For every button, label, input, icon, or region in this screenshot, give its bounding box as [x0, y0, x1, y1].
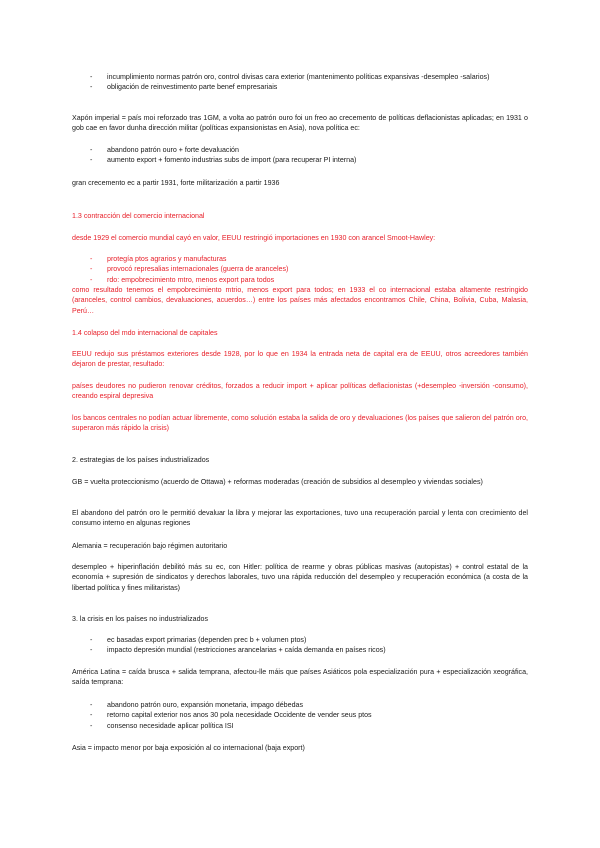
list-item: - incumplimiento normas patrón oro, control divisas cara exterior (mantenimento políticas expansivas -desempleo -salarios) [72, 72, 528, 82]
list-item: - protegía ptos agrarios y manufacturas [72, 254, 528, 264]
paragraph-capital-intro: EEUU redujo sus préstamos exteriores desde 1928, por lo que en 1934 la entrada neta de capital era de EEUU, otros acreedores también dejaron de prestar, resultado: [72, 350, 528, 369]
paragraph-trade-intro: desde 1929 el comercio mundial cayó en valor, EEUU restringió importaciones en 1930 con arancel Smoot-Hawley: [72, 234, 436, 242]
paragraph-asia: Asia = impacto menor por baja exposición al co internacional (baja export) [72, 744, 305, 752]
list-item: - obligación de reinvestimento parte benef empresariais [72, 82, 528, 92]
list-item: - ec basadas export primarias (dependen prec b + volumen ptos) [72, 635, 528, 645]
list-item: - retorno capital exterior nos anos 30 pola necesidade Occidente de vender seus ptos [72, 710, 528, 720]
paragraph-gb: GB = vuelta proteccionismo (acuerdo de Ottawa) + reformas moderadas (creación de subsidios al desempleo y viviendas sociales) [72, 478, 483, 486]
section-heading-1-3: 1.3 contracción del comercio internacional [72, 212, 205, 220]
paragraph-trade-result: como resultado tenemos el empobrecimiento mtrio, menos export para todos; en 1933 el co internacional estaba altamente restringido (aranceles, control cambios, devaluaciones, acuerdos…) entre los países más afectados encontramos Chile, China, Bolivia, Cuba, Malasia, Perú… [72, 286, 528, 315]
paragraph-xapon: Xapón imperial = país moi reforzado tras 1GM, a volta ao patrón ouro foi un freo ao crecemento de políticas deflacionistas aplicadas; en 1931 o gob cae en favor dunha dirección militar (políticas expansionistas en Asia), nova política ec: [72, 114, 528, 133]
section-heading-2: 2. estrategias de los países industrializados [72, 456, 210, 464]
list-item: - provocó represalias internacionales (guerra de aranceles) [72, 264, 528, 274]
section-heading-1-4: 1.4 colapso del mdo internacional de capitales [72, 329, 218, 337]
list-item: - consenso necesidade aplicar política ISI [72, 721, 528, 731]
list-item: - abandono patrón ouro, expansión monetaria, impago débedas [72, 700, 528, 710]
list-item: - abandono patrón ouro + forte devaluación [72, 145, 528, 155]
paragraph-central-banks: los bancos centrales no podían actuar libremente, como solución estaba la salida de oro y devaluaciones (los países que salieron del patrón oro, superaron más rápido la crisis) [72, 414, 528, 433]
list-item: - impacto depresión mundial (restricciones arancelarias + caída demanda en países ricos) [72, 645, 528, 655]
paragraph-unemployment: desempleo + hiperinflación debilitó más su ec, con Hitler: política de rearme y obras públicas masivas (autopistas) + control estatal de la economía + supresión de sindicatos y derechos laborales, tuvo una rápida reducción del desempleo y recuperación económica (a costa de la libertad política y fines militaristas) [72, 563, 528, 592]
list-item: - rdo: empobrecimiento mtro, menos export para todos [72, 275, 528, 285]
paragraph-abandonment: El abandono del patrón oro le permitió devaluar la libra y mejorar las exportaciones, tuvo una recuperación parcial y lenta con crecimiento del consumo interno en algunas regiones [72, 509, 528, 528]
paragraph-latin-america: América Latina = caída brusca + salida temprana, afectou-lle máis que países Asiáticos pola especialización pura + especialización xeográfica, saída temprana: [72, 668, 528, 687]
paragraph-germany: Alemania = recuperación bajo régimen autoritario [72, 542, 228, 550]
latin-america-bullet-list [72, 700, 528, 731]
list-item: - aumento export + fomento industrias subs de import (para recuperar PI interna) [72, 155, 528, 165]
section-heading-3: 3. la crisis en los países no industrializados [72, 615, 209, 623]
paragraph-debtors: países deudores no pudieron renovar créditos, forzados a reducir import + aplicar políticas deflacionistas (+desempleo -inversión -consumo), creando espiral depresiva [72, 382, 528, 401]
crisis-bullet-list [72, 635, 528, 656]
paragraph-growth: gran crecemento ec a partir 1931, forte militarización a partir 1936 [72, 179, 280, 187]
trade-bullet-list [72, 254, 528, 285]
top-bullet-list [72, 72, 528, 93]
xapon-bullet-list [72, 145, 528, 166]
